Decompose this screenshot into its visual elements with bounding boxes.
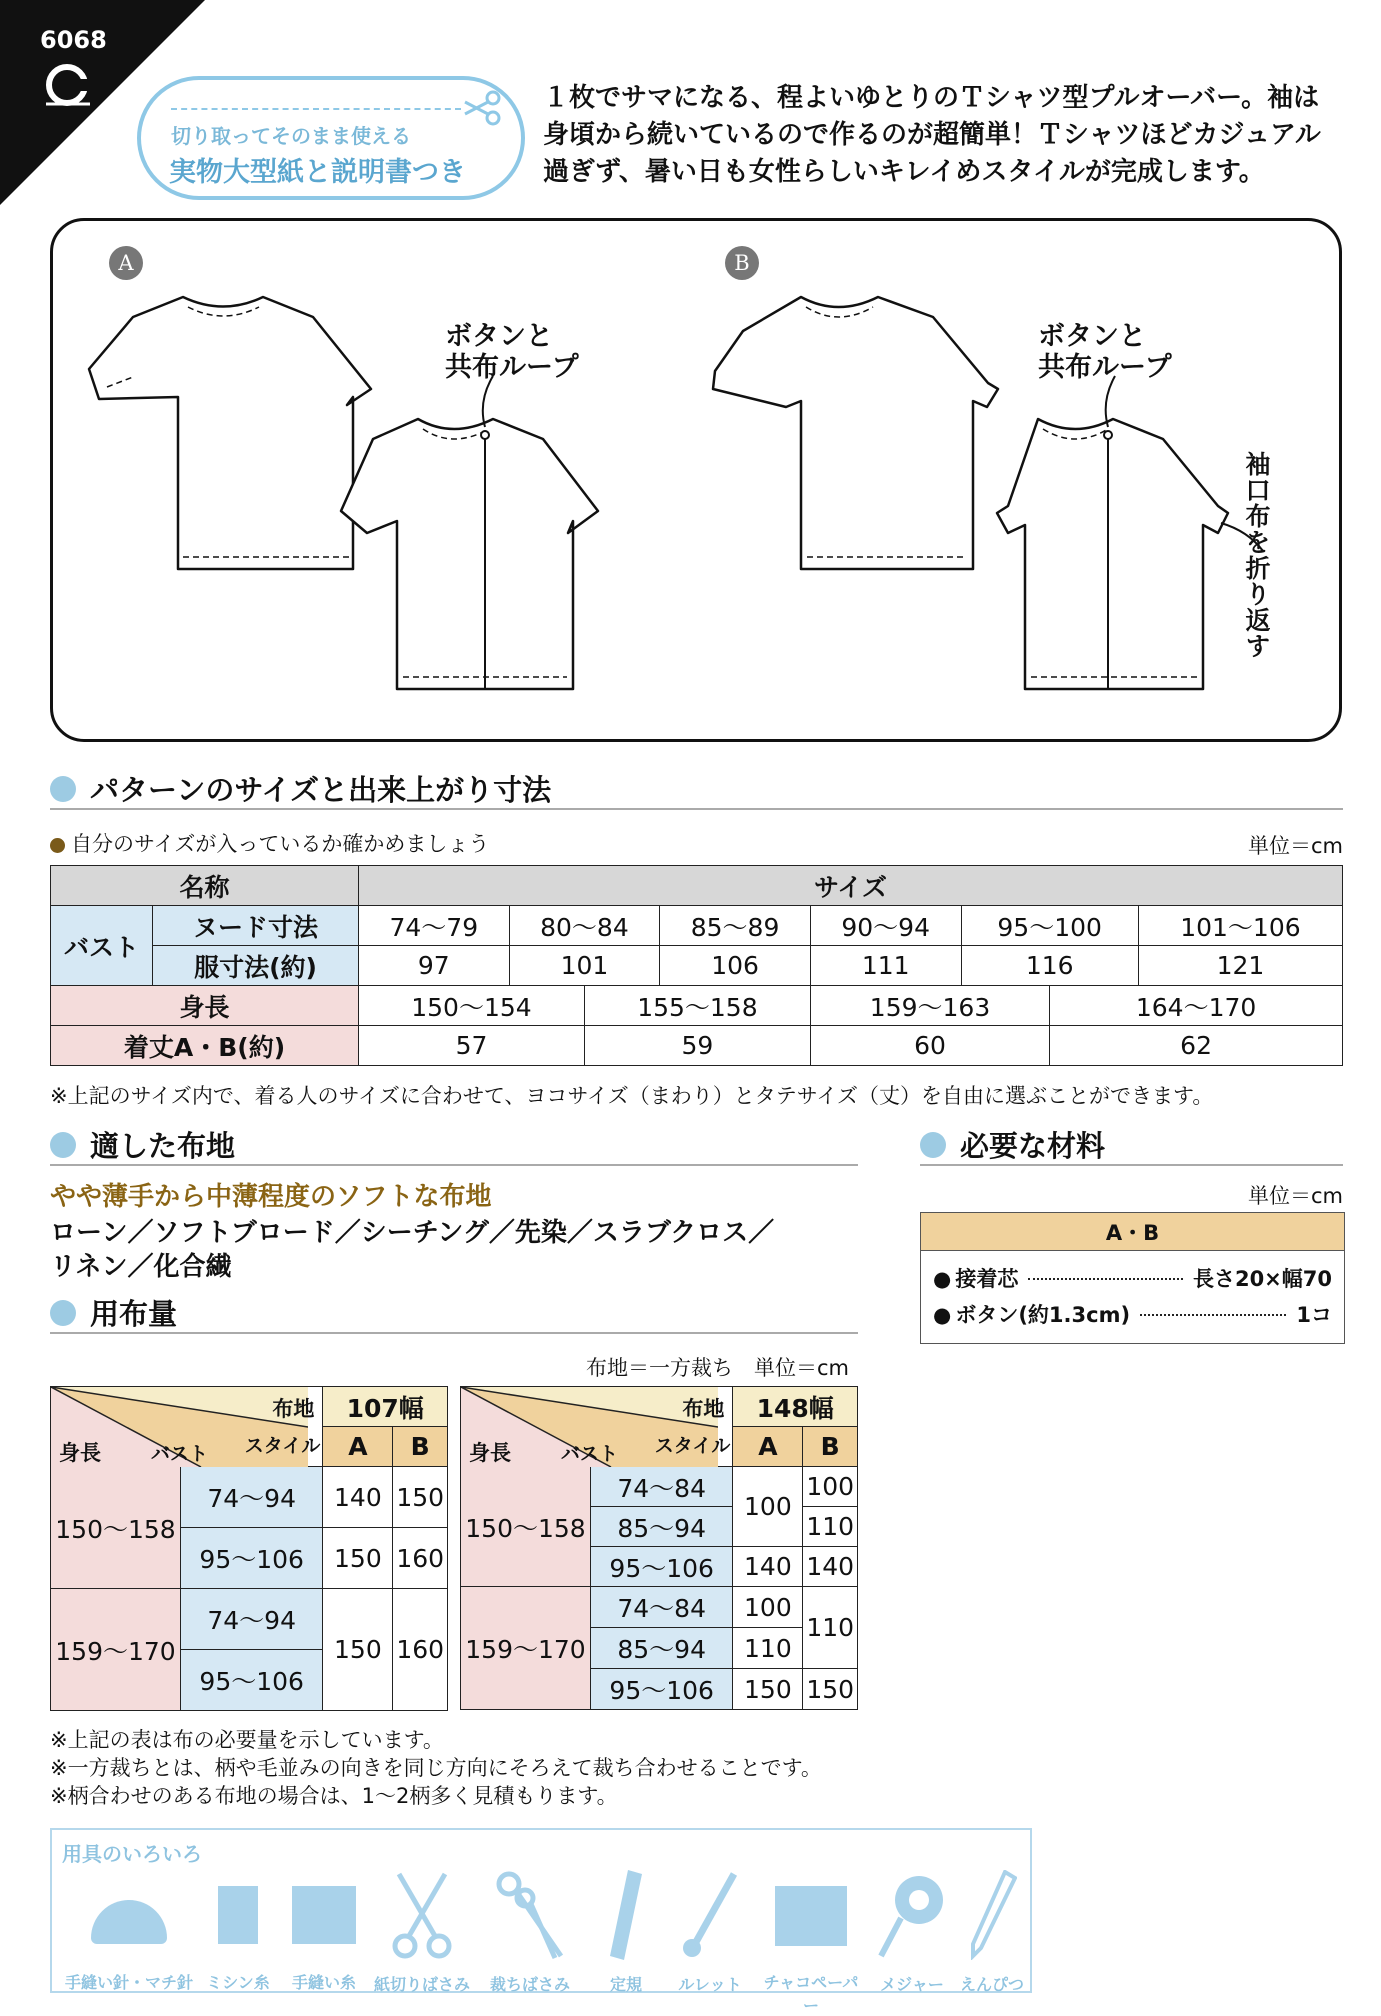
materials-table <box>920 1212 1345 1344</box>
garment-cell: 106 <box>660 946 811 986</box>
val: 110 <box>803 1507 858 1547</box>
tool-label: えんぴつ <box>959 1975 1024 1994</box>
bullet-icon <box>920 1132 946 1158</box>
materials-title <box>920 1124 1105 1165</box>
fabric-line2: リネン／化合繊 <box>50 1252 232 1282</box>
height-cell: 150〜158 <box>461 1467 591 1587</box>
bullet-icon <box>50 838 65 853</box>
badge-line1: 切り取ってそのまま使える <box>171 124 411 148</box>
bust-cell: 95〜106 <box>181 1650 323 1711</box>
col-a: A <box>733 1427 803 1467</box>
col-b: B <box>803 1427 858 1467</box>
chalk-paper-icon <box>756 1886 866 2016</box>
bullet-icon <box>50 1132 76 1158</box>
thread-icon <box>284 1886 364 1993</box>
bust-cell: 85〜94 <box>591 1507 733 1547</box>
material-value: 長さ20×幅70 <box>1192 1267 1332 1291</box>
label-b: B <box>725 246 759 280</box>
leader-dots <box>1140 1314 1286 1316</box>
note: ※上記の表は布の必要量を示しています。 <box>50 1728 444 1752</box>
paper-scissors-icon <box>370 1870 474 1995</box>
height-cell: 159〜170 <box>51 1589 181 1711</box>
tool-label: 裁ちばさみ <box>489 1975 570 1994</box>
logo-icon <box>40 62 94 112</box>
fabric-label: 布地 <box>682 1397 725 1421</box>
height-cell: 159〜163 <box>810 986 1049 1026</box>
val: 150 <box>393 1467 448 1528</box>
bust-cell: 95〜106 <box>591 1547 733 1587</box>
bullet-icon <box>50 776 76 802</box>
height-cell: 150〜158 <box>51 1467 181 1589</box>
size-table <box>50 865 1343 1066</box>
divider <box>50 1332 858 1334</box>
diag-header <box>461 1387 733 1467</box>
note: ※一方裁ちとは、柄や毛並みの向きを同じ方向にそろえて裁ち合わせることです。 <box>50 1756 822 1780</box>
badge <box>137 76 525 200</box>
ruler-icon <box>586 1870 666 1995</box>
style-label: スタイル <box>244 1435 321 1457</box>
height-cell: 159〜170 <box>461 1587 591 1710</box>
bullet-icon <box>50 1300 76 1326</box>
cut-line <box>171 108 461 110</box>
fabric-title-text: 適した布地 <box>90 1129 236 1163</box>
size-footnote: ※上記のサイズ内で、着る人のサイズに合わせて、ヨコサイズ（まわり）とタテサイズ（丈）を自由に選ぶことができます。 <box>50 1084 1214 1108</box>
yardage-title-text: 用布量 <box>90 1297 178 1331</box>
tool-label: メジャー <box>880 1975 944 1994</box>
materials-unit: 単位＝cm <box>1247 1184 1343 1208</box>
garment-cell: 121 <box>1138 946 1342 986</box>
nude-cell: 95〜100 <box>961 906 1138 946</box>
note: ※柄合わせのある布地の場合は、1〜2柄多く見積もります。 <box>50 1784 618 1808</box>
badge-line2: 実物大型紙と説明書つき <box>169 157 466 188</box>
size-title-text: パターンのサイズと出来上がり寸法 <box>90 773 552 807</box>
bust-cell: 95〜106 <box>591 1669 733 1710</box>
yardage-table-148 <box>460 1386 858 1710</box>
height-label: 身長 <box>469 1441 511 1465</box>
val: 140 <box>323 1467 393 1528</box>
val: 160 <box>393 1528 448 1589</box>
tool-label: 定規 <box>609 1975 642 1994</box>
materials-title-text: 必要な材料 <box>960 1129 1106 1163</box>
bust-label: バスト <box>51 906 153 986</box>
nude-cell: 90〜94 <box>810 906 961 946</box>
tool-label: 紙切りばさみ <box>373 1975 470 1994</box>
nude-cell: 80〜84 <box>509 906 660 946</box>
leader-dots <box>1028 1278 1183 1280</box>
garment-drawings <box>53 221 1341 741</box>
height-cell: 164〜170 <box>1050 986 1343 1026</box>
fabric-scissors-icon <box>478 1870 582 1995</box>
height-label: 身長 <box>59 1441 101 1465</box>
divider <box>50 808 1343 810</box>
val: 100 <box>733 1467 803 1547</box>
bust-label: バスト <box>151 1443 209 1465</box>
val: 100 <box>803 1467 858 1507</box>
tool-label: 手縫い針・マチ針 <box>64 1973 193 1992</box>
spool-icon <box>198 1886 278 1993</box>
col-a: A <box>323 1427 393 1467</box>
tape-measure-icon <box>870 1870 954 1995</box>
length-cell: 57 <box>359 1026 585 1066</box>
tool-label: 手縫い糸 <box>291 1973 356 1992</box>
tool-label: ルレット <box>678 1975 742 1994</box>
bust-cell: 74〜84 <box>591 1587 733 1628</box>
length-cell: 62 <box>1050 1026 1343 1066</box>
fabric-line1: ローン／ソフトブロード／シーチング／先染／スラブクロス／ <box>50 1218 775 1248</box>
garment-cell: 97 <box>359 946 510 986</box>
yardage-table-107 <box>50 1386 448 1711</box>
tools-title: 用具のいろいろ <box>62 1842 202 1866</box>
pencil-icon <box>954 1870 1030 1995</box>
val: 110 <box>803 1587 858 1669</box>
pattern-code: 6068 <box>40 26 107 54</box>
height-cell: 155〜158 <box>584 986 810 1026</box>
col-b: B <box>393 1427 448 1467</box>
nude-cell: 85〜89 <box>660 906 811 946</box>
fabric-subtitle: やや薄手から中薄程度のソフトな布地 <box>50 1182 492 1212</box>
garment-cell: 116 <box>961 946 1138 986</box>
pincushion-icon <box>64 1886 194 1993</box>
bust-cell: 74〜94 <box>181 1589 323 1650</box>
tool-label: ミシン糸 <box>206 1973 270 1992</box>
val: 160 <box>393 1589 448 1711</box>
yardage-title <box>50 1292 177 1333</box>
material-name: 接着芯 <box>955 1267 1019 1291</box>
garment-cell: 101 <box>509 946 660 986</box>
header-name: 名称 <box>51 866 359 906</box>
val: 150 <box>803 1669 858 1710</box>
garment-cell: 111 <box>810 946 961 986</box>
style-label: スタイル <box>654 1435 731 1457</box>
val: 150 <box>323 1589 393 1711</box>
materials-header: A・B <box>921 1213 1345 1251</box>
bust-cell: 85〜94 <box>591 1628 733 1669</box>
yardage-note: 布地＝一方裁ち 単位＝cm <box>586 1356 850 1380</box>
intro-text: １枚でサマになる、程よいゆとりのＴシャツ型プルオーバー。袖は身頃から続いているので作るのが超簡単！Ｔシャツほどカジュアル過ぎず、暑い日も女性らしいキレイめスタイルが完成します。 <box>543 83 1321 187</box>
bust-label: バスト <box>561 1443 619 1465</box>
width-148: 148幅 <box>733 1387 858 1427</box>
val: 140 <box>733 1547 803 1587</box>
scissors-icon <box>463 90 503 130</box>
val: 140 <box>803 1547 858 1587</box>
divider <box>920 1164 1343 1166</box>
size-section-title <box>50 768 551 809</box>
yardage-notes <box>50 1726 822 1810</box>
garment-label: 服寸法(約) <box>153 946 359 986</box>
fabric-title <box>50 1124 235 1165</box>
bust-cell: 74〜84 <box>591 1467 733 1507</box>
size-unit: 単位＝cm <box>1247 834 1343 858</box>
nude-label: ヌード寸法 <box>153 906 359 946</box>
nude-cell: 101〜106 <box>1138 906 1342 946</box>
tool-label: チャコペーパー <box>763 1973 859 2015</box>
header-size: サイズ <box>359 866 1343 906</box>
length-cell: 60 <box>810 1026 1049 1066</box>
length-cell: 59 <box>584 1026 810 1066</box>
materials-body <box>921 1251 1345 1344</box>
size-note-text: 自分のサイズが入っているか確かめましょう <box>71 832 490 856</box>
val: 150 <box>733 1669 803 1710</box>
material-row: ● 接着芯 長さ20×幅70 <box>933 1261 1332 1297</box>
divider <box>50 1164 858 1166</box>
length-label: 着丈A・B(約) <box>51 1026 359 1066</box>
material-row: ● ボタン(約1.3cm) 1コ <box>933 1297 1332 1333</box>
bust-cell: 95〜106 <box>181 1528 323 1589</box>
val: 150 <box>323 1528 393 1589</box>
illustration-panel <box>50 218 1342 742</box>
fabric-label: 布地 <box>272 1397 315 1421</box>
size-note <box>50 828 489 858</box>
callout-b: ボタンと 共布ループ <box>1038 321 1172 383</box>
material-value: 1コ <box>1296 1303 1332 1327</box>
tracing-wheel-icon <box>670 1870 750 1995</box>
nude-cell: 74〜79 <box>359 906 510 946</box>
height-label: 身長 <box>51 986 359 1026</box>
val: 100 <box>733 1587 803 1628</box>
val: 110 <box>733 1628 803 1669</box>
width-107: 107幅 <box>323 1387 448 1427</box>
label-a: A <box>109 246 143 280</box>
height-cell: 150〜154 <box>359 986 585 1026</box>
tools-panel <box>50 1828 1032 2015</box>
bust-cell: 74〜94 <box>181 1467 323 1528</box>
callout-a: ボタンと 共布ループ <box>445 321 579 383</box>
cuff-note: 袖口布を折り返す <box>1242 451 1271 659</box>
diag-header <box>51 1387 323 1467</box>
material-name: ボタン(約1.3cm) <box>955 1303 1131 1327</box>
